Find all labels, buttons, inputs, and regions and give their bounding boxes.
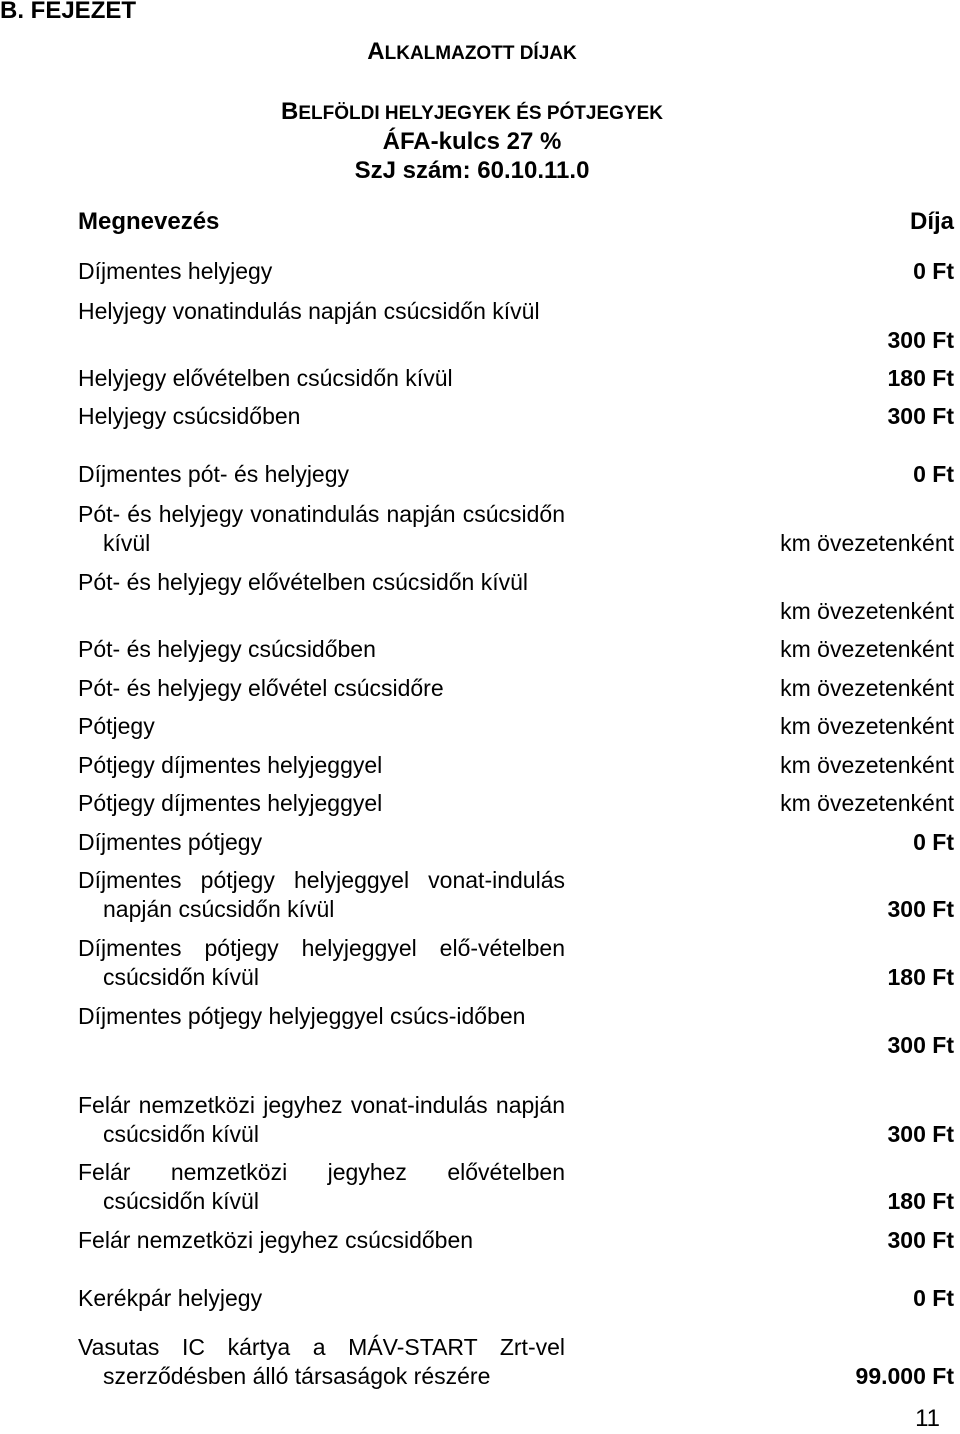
fee-price: km övezetenként — [780, 636, 954, 662]
fee-price: 0 Ft — [913, 258, 954, 284]
fee-price: 300 Ft — [887, 1032, 954, 1058]
szj-number: SzJ szám: 60.10.11.0 — [354, 157, 590, 184]
fee-name: Díjmentes helyjegy — [78, 258, 273, 284]
fee-name: Díjmentes pótjegy helyjeggyel elő-vételben csúcsidőn kívül — [78, 935, 565, 990]
section-title-rest: LKALMAZOTT DÍJAK — [384, 43, 577, 64]
fee-price: 0 Ft — [913, 461, 954, 487]
fee-price: km övezetenként — [780, 752, 954, 778]
fee-price: 0 Ft — [913, 1285, 954, 1311]
fee-name: Kerékpár helyjegy — [78, 1285, 263, 1311]
fee-price: 180 Ft — [887, 365, 954, 391]
fee-name: Helyjegy vonatindulás napján csúcsidőn kívül — [78, 298, 540, 324]
fee-price: 180 Ft — [887, 1188, 954, 1214]
section-title-initial: A — [367, 38, 385, 65]
fee-name: Helyjegy csúcsidőben — [78, 403, 301, 429]
fee-name: Díjmentes pótjegy helyjeggyel vonat-indulás napján csúcsidőn kívül — [78, 867, 565, 922]
fee-price: km övezetenként — [780, 598, 954, 624]
fee-name: Vasutas IC kártya a MÁV-START Zrt-vel szerződésben álló társaságok részére — [78, 1334, 565, 1389]
fee-name: Díjmentes pótjegy helyjeggyel csúcs-időben — [78, 1003, 526, 1029]
fee-price: km övezetenként — [780, 675, 954, 701]
fee-name: Pót- és helyjegy elővétel csúcsidőre — [78, 675, 444, 701]
fee-price: km övezetenként — [780, 530, 954, 556]
page-number: 11 — [915, 1405, 940, 1432]
fee-price: 0 Ft — [913, 829, 954, 855]
column-header-price: Díja — [909, 208, 954, 235]
fee-name: Helyjegy elővételben csúcsidőn kívül — [78, 365, 453, 391]
fee-price: 99.000 Ft — [855, 1363, 954, 1389]
fee-price: km övezetenként — [780, 713, 954, 739]
fee-name: Felár nemzetközi jegyhez csúcsidőben — [78, 1227, 474, 1253]
section-title — [0, 38, 944, 66]
subsection-title — [0, 98, 944, 126]
fee-name: Pót- és helyjegy csúcsidőben — [78, 636, 376, 662]
fee-name: Díjmentes pót- és helyjegy — [78, 461, 350, 487]
subsection-title-rest: ELFÖLDI HELYJEGYEK ÉS PÓTJEGYEK — [298, 103, 663, 124]
fee-price: 300 Ft — [887, 327, 954, 353]
fee-name: Pótjegy — [78, 713, 155, 739]
fee-name: Felár nemzetközi jegyhez vonat-indulás napján csúcsidőn kívül — [78, 1092, 565, 1147]
fee-price: 300 Ft — [887, 1121, 954, 1147]
fee-name: Pót- és helyjegy elővételben csúcsidőn kívül — [78, 569, 529, 595]
fee-name: Díjmentes pótjegy — [78, 829, 263, 855]
fee-name: Pótjegy díjmentes helyjeggyel — [78, 790, 383, 816]
fee-price: 300 Ft — [887, 896, 954, 922]
column-header-name: Megnevezés — [78, 208, 220, 235]
fee-price: 300 Ft — [887, 403, 954, 429]
fee-price: km övezetenként — [780, 790, 954, 816]
fee-name: Pót- és helyjegy vonatindulás napján csúcsidőn kívül — [78, 501, 565, 556]
vat-rate: ÁFA-kulcs 27 % — [382, 128, 562, 155]
fee-price: 300 Ft — [887, 1227, 954, 1253]
chapter-heading: B. FEJEZET — [0, 0, 137, 24]
fee-price: 180 Ft — [887, 964, 954, 990]
fee-name: Felár nemzetközi jegyhez elővételben csúcsidőn kívül — [78, 1159, 565, 1214]
subsection-title-initial: B — [281, 98, 299, 125]
fee-name: Pótjegy díjmentes helyjeggyel — [78, 752, 383, 778]
